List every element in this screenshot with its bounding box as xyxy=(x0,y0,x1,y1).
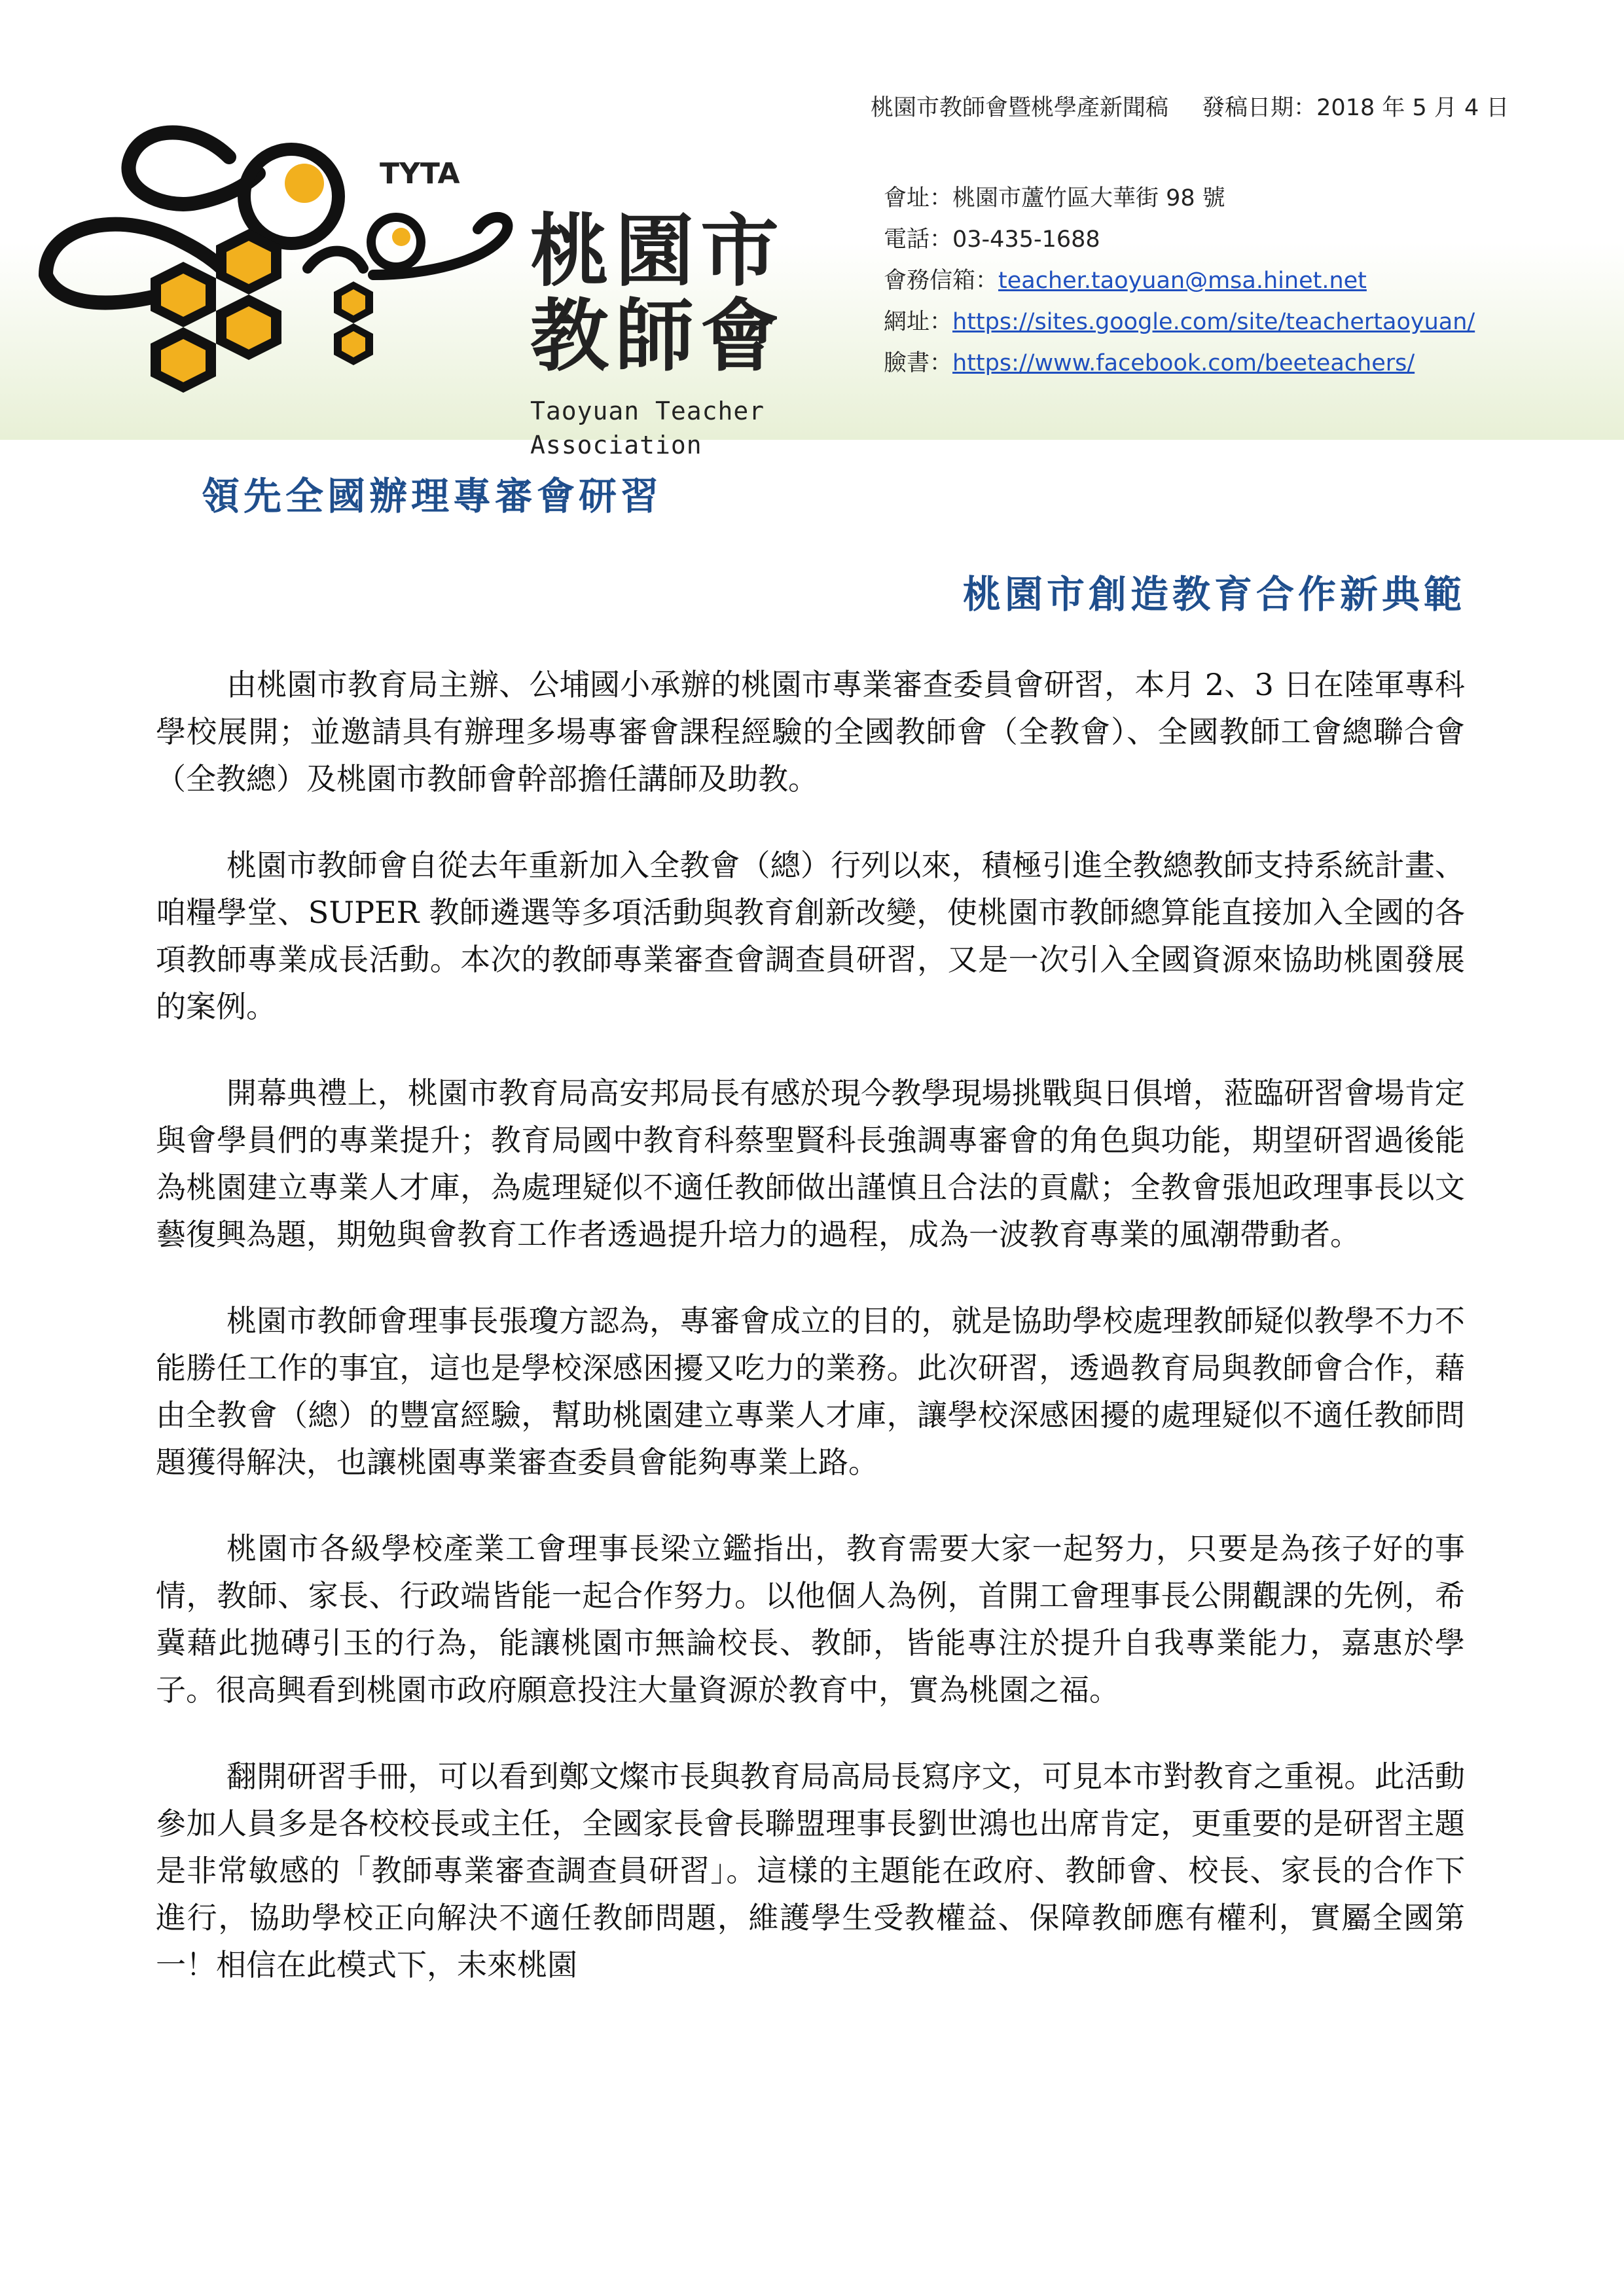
logo-wordmark xyxy=(530,206,897,511)
email-link[interactable]: teacher.taoyuan@msa.hinet.net xyxy=(998,268,1367,294)
release-date: 發稿日期：2018 年 5 月 4 日 xyxy=(1202,95,1509,121)
contact-block xyxy=(884,178,1604,384)
contact-phone xyxy=(884,219,1604,260)
svg-text:TYTA: TYTA xyxy=(380,157,460,190)
article-paragraph: 桃園市各級學校產業工會理事長梁立鑑指出，教育需要大家一起努力，只要是為孩子好的事情，教師、家長、行政端皆能一起合作努力。以他個人為例，首開工會理事長公開觀課的先例，希冀藉此拋磚引玉的行為，能讓桃園市無論校長、教師，皆能專注於提升自我專業能力，嘉惠於學子。很高興看到桃園市政府願意投注大量資源於教育中，實為桃園之福。 xyxy=(156,1531,1465,1708)
contact-label: 電話： xyxy=(884,226,953,253)
letterhead xyxy=(0,0,1624,459)
contact-label: 網址： xyxy=(884,309,953,335)
facebook-link[interactable]: https://www.facebook.com/beeteachers/ xyxy=(952,350,1415,376)
logo-english-line1: Taoyuan Teacher xyxy=(530,397,765,425)
contact-value: 03-435-1688 xyxy=(952,226,1100,253)
contact-facebook xyxy=(884,343,1604,384)
bee-logo-icon xyxy=(33,111,530,419)
article-headline: 領先全國辦理專審會研習 xyxy=(202,474,663,518)
logo-english-line2: Association xyxy=(530,431,702,459)
contact-label: 會址： xyxy=(884,185,953,211)
contact-value: 桃園市蘆竹區大華街 98 號 xyxy=(952,185,1225,211)
logo-name-line2: 教師會 xyxy=(530,291,785,382)
press-release-label: 桃園市教師會暨桃學產新聞稿 xyxy=(871,95,1169,121)
article-paragraph: 桃園市教師會自從去年重新加入全教會（總）行列以來，積極引進全教總教師支持系統計畫、咱糧學堂、SUPER 教師遴選等多項活動與教育創新改變，使桃園市教師總算能直接加入全國的各項教師專業成長活動。本次的教師專業審查會調查員研習，又是一次引入全國資源來協助桃園發展的案例。 xyxy=(156,848,1465,1024)
logo-name-line1: 桃園市 xyxy=(530,206,785,297)
article-paragraph: 開幕典禮上，桃園市教育局高安邦局長有感於現今教學現場挑戰與日俱增，蒞臨研習會場肯定與會學員們的專業提升；教育局國中教育科蔡聖賢科長強調專審會的角色與功能，期望研習過後能為桃園建立專業人才庫，為處理疑似不適任教師做出謹慎且合法的貢獻；全教會張旭政理事長以文藝復興為題，期勉與會教育工作者透過提升培力的過程，成為一波教育專業的風潮帶動者。 xyxy=(156,1075,1465,1252)
association-logo xyxy=(33,111,851,459)
contact-address xyxy=(884,178,1604,219)
contact-website xyxy=(884,302,1604,343)
contact-label: 會務信箱： xyxy=(884,268,999,294)
article-subheadline: 桃園市創造教育合作新典範 xyxy=(962,572,1466,617)
contact-email xyxy=(884,260,1604,302)
article-paragraph: 由桃園市教育局主辦、公埔國小承辦的桃園市專業審查委員會研習，本月 2、3 日在陸軍專科學校展開；並邀請具有辦理多場專審會課程經驗的全國教師會（全教會）、全國教師工會總聯合會（全教總）及桃園市教師會幹部擔任講師及助教。 xyxy=(156,667,1465,797)
website-link[interactable]: https://sites.google.com/site/teachertaoyuan/ xyxy=(952,309,1475,335)
article-body xyxy=(156,661,1465,2028)
press-release-line xyxy=(871,92,1604,124)
contact-label: 臉書： xyxy=(884,350,953,376)
article-paragraph: 桃園市教師會理事長張瓊方認為，專審會成立的目的，就是協助學校處理教師疑似教學不力不能勝任工作的事宜，這也是學校深感困擾又吃力的業務。此次研習，透過教育局與教師會合作，藉由全教會（總）的豐富經驗，幫助桃園建立專業人才庫，讓學校深感困擾的處理疑似不適任教師問題獲得解決，也讓桃園專業審查委員會能夠專業上路。 xyxy=(156,1303,1465,1480)
article-paragraph: 翻開研習手冊，可以看到鄭文燦市長與教育局高局長寫序文，可見本市對教育之重視。此活動參加人員多是各校校長或主任，全國家長會長聯盟理事長劉世鴻也出席肯定，更重要的是研習主題是非常敏感的「教師專業審查調查員研習」。這樣的主題能在政府、教師會、校長、家長的合作下進行，協助學校正向解決不適任教師問題，維護學生受教權益、保障教師應有權利，實屬全國第一！相信在此模式下，未來桃園 xyxy=(156,1759,1465,1982)
